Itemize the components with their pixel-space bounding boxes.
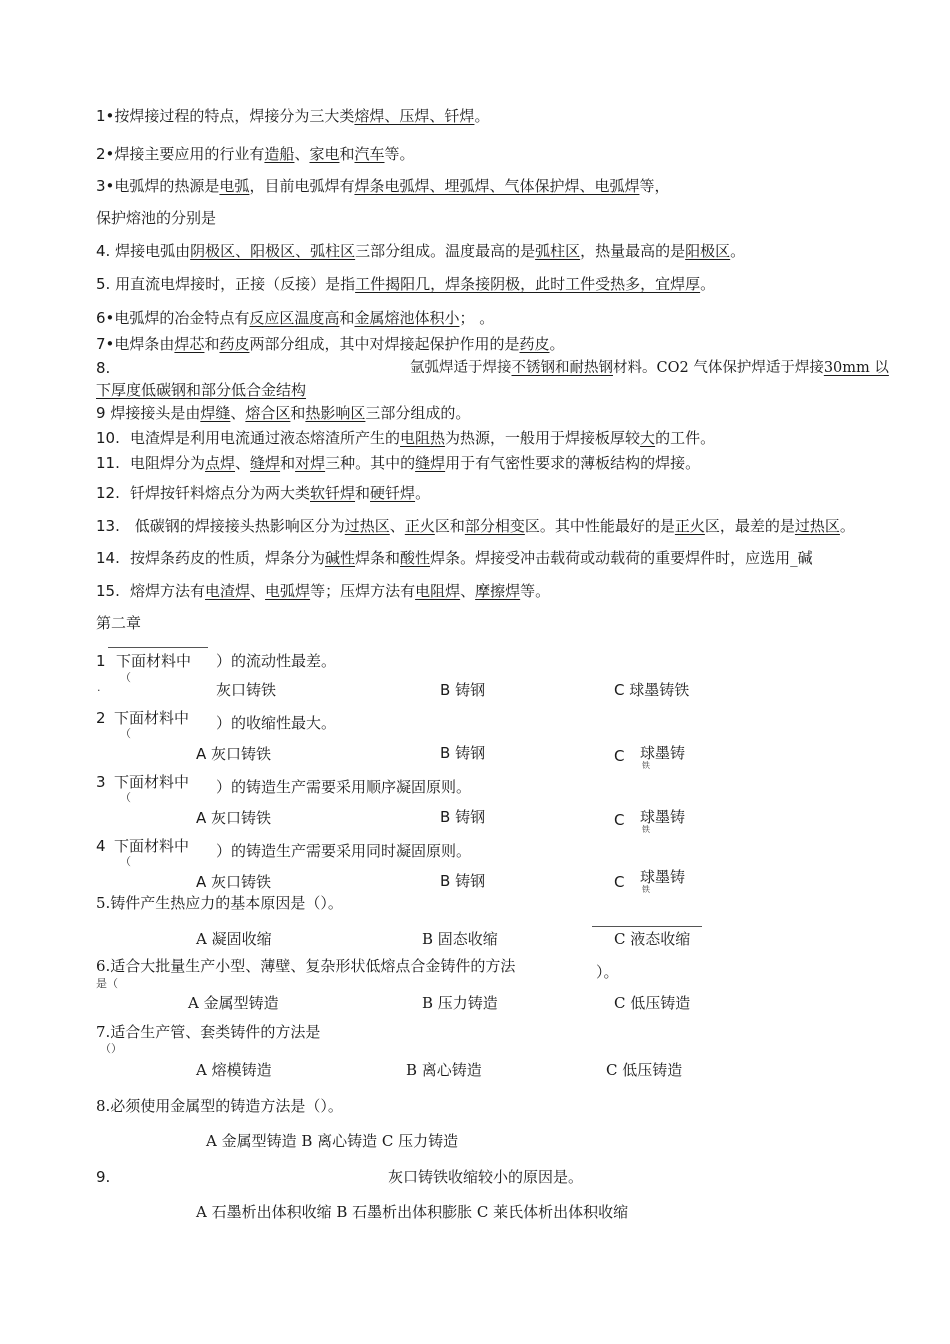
- option-c-text: 球墨铸: [640, 868, 686, 886]
- item-text: 和: [355, 484, 371, 502]
- answer-blank: 焊缝: [200, 404, 231, 422]
- answer-blank: 30mm 以: [823, 360, 889, 376]
- option-b-label: B: [440, 808, 451, 826]
- question-paren: （: [120, 791, 131, 804]
- item-10: [96, 428, 715, 448]
- answer-blank: 下厚度低碳钢和部分低合金结构: [96, 381, 307, 399]
- question-stem: ）的流动性最差。: [216, 652, 337, 670]
- item-text: 为热源，一般用于焊接板厚较: [445, 429, 641, 447]
- item-text: 三部分组成。温度最高的是: [355, 242, 536, 260]
- answer-blank: 金属熔池体积小: [354, 309, 460, 327]
- option-a: 灰口铸铁: [216, 681, 277, 699]
- item-text: 、: [294, 145, 310, 163]
- answer-blank: 熔焊、压焊、钎焊: [354, 107, 475, 125]
- item-text: 。: [730, 242, 746, 260]
- answer-blank: 过热区: [344, 517, 390, 535]
- item-11: [96, 453, 700, 473]
- question-prefix: 下面材料中: [114, 837, 190, 855]
- option-b-label: B: [440, 872, 451, 890]
- item-6: [96, 308, 494, 328]
- option-a: [196, 744, 271, 764]
- question-paren: （: [120, 855, 131, 868]
- item-text: 按焊条药皮的性质，焊条分为: [130, 549, 326, 567]
- item-3-continued: 保护熔池的分别是: [96, 209, 217, 227]
- option-b: B 压力铸造: [422, 994, 498, 1012]
- item-number: 11.: [96, 454, 120, 472]
- item-3: [96, 176, 669, 196]
- item-text: 焊条和: [355, 549, 401, 567]
- item-text: 电弧焊的热源是: [114, 177, 220, 195]
- item-text: 等，: [639, 177, 670, 195]
- item-text: 电焊条由: [114, 335, 175, 353]
- option-c-label: C: [614, 873, 625, 891]
- item-5: [96, 274, 715, 294]
- question-number: 1: [96, 652, 106, 670]
- item-number: 9: [96, 404, 106, 422]
- option-a-text: 灰口铸铁: [211, 873, 272, 891]
- option-b-label: B: [440, 681, 451, 699]
- option-b: [440, 743, 485, 763]
- answer-blank: 汽车: [354, 145, 385, 163]
- item-number: 3•: [96, 177, 115, 195]
- option-c: C 液态收缩: [614, 930, 691, 948]
- item-text: 、: [250, 582, 266, 600]
- item-text: 和: [339, 145, 355, 163]
- answer-blank: 电渣焊: [205, 582, 251, 600]
- item-number: 1•: [96, 107, 115, 125]
- item-12: [96, 483, 430, 503]
- chapter-title: 第二章: [96, 614, 142, 632]
- item-1: [96, 106, 489, 126]
- question-number-dot: .: [97, 681, 101, 694]
- answer-blank: 阳极区: [685, 242, 731, 260]
- item-8-number: 8.: [96, 359, 111, 377]
- item-text: 熔焊方法有: [130, 582, 206, 600]
- answer-blank: 碱性: [325, 549, 356, 567]
- answer-blank: 缝焊: [250, 454, 281, 472]
- item-14: [96, 548, 813, 568]
- option-b-text: 铸钢: [455, 681, 486, 699]
- option-a-label: A: [196, 809, 207, 827]
- item-text: 焊条。焊接受冲击载荷或动载荷的重要焊件时，应选用_碱: [430, 549, 813, 567]
- item-text: 和: [339, 309, 355, 327]
- item-text: 焊接主要应用的行业有: [114, 145, 265, 163]
- answer-blank: 热影响区: [305, 404, 366, 422]
- question-stem: 8.必须使用金属型的铸造方法是（）。: [96, 1097, 343, 1115]
- answer-blank: 大: [640, 429, 656, 447]
- item-text: 。: [474, 107, 490, 125]
- options-line: A 石墨析出体积收缩 B 石墨析出体积膨胀 C 莱氏体析出体积收缩: [196, 1203, 629, 1221]
- blank-line: [108, 647, 208, 648]
- item-text: 。: [700, 275, 716, 293]
- item-8-continued: [96, 380, 306, 400]
- item-text: 。: [415, 484, 431, 502]
- item-text: 三种。其中的: [325, 454, 416, 472]
- item-13: [96, 516, 855, 536]
- question-number: 2: [96, 709, 106, 727]
- item-text: 钎焊按钎料熔点分为两大类: [130, 484, 311, 502]
- option-a: A 金属型铸造: [188, 994, 279, 1012]
- answer-blank: 弧柱区: [535, 242, 581, 260]
- item-text: 等。: [520, 582, 551, 600]
- item-number: 4.: [96, 242, 111, 260]
- option-c-tail: 铁: [642, 761, 650, 770]
- item-text: 电弧焊的冶金特点有: [114, 309, 250, 327]
- answer-blank: 焊芯: [174, 335, 205, 353]
- item-text: 、: [460, 582, 476, 600]
- option-c-tail: 铁: [642, 885, 650, 894]
- answer-blank: 不锈钢和耐热钢: [511, 360, 613, 376]
- option-c: C 低压铸造: [614, 994, 691, 1012]
- option-c: [614, 680, 689, 700]
- item-text: 、: [235, 454, 251, 472]
- item-text: 区，最差的是: [704, 517, 795, 535]
- item-text: 焊接接头是由: [105, 404, 201, 422]
- question-number: 9.: [96, 1168, 111, 1186]
- item-text: 。: [839, 517, 855, 535]
- question-stem: ）的铸造生产需要采用同时凝固原则。: [216, 842, 472, 860]
- option-a-text: 灰口铸铁: [211, 809, 272, 827]
- answer-blank: 电阻焊: [415, 582, 461, 600]
- item-number: 5.: [96, 275, 111, 293]
- question-number: 3: [96, 773, 106, 791]
- item-7: [96, 334, 565, 354]
- option-c-text: 球墨铸: [640, 744, 686, 762]
- answer-blank: 缝焊: [415, 454, 446, 472]
- answer-blank: 硬钎焊: [370, 484, 416, 502]
- option-b: [440, 807, 485, 827]
- item-4: [96, 241, 745, 261]
- question-stem: 灰口铸铁收缩较小的原因是。: [388, 1168, 584, 1186]
- option-b-text: 铸钢: [455, 808, 486, 826]
- answer-blank: 药皮: [219, 335, 250, 353]
- option-b: B 离心铸造: [406, 1061, 482, 1079]
- item-text: 用直流电焊接时，正接（反接）是指: [110, 275, 356, 293]
- question-prefix: 下面材料中: [114, 709, 190, 727]
- option-c-tail: 铁: [642, 825, 650, 834]
- item-text: ； 。: [459, 309, 495, 327]
- item-text: ，热量最高的是: [580, 242, 686, 260]
- question-prefix: 下面材料中: [114, 773, 190, 791]
- option-b: B 固态收缩: [422, 930, 498, 948]
- option-c: C 低压铸造: [606, 1061, 683, 1079]
- answer-blank: 工件揭阳几，焊条接阴极，此时工件受热多，宜焊厚: [355, 275, 701, 293]
- answer-blank: 焊条电弧焊、埋弧焊、气体保护焊、电弧焊: [354, 177, 640, 195]
- answer-blank: 电阻热: [400, 429, 446, 447]
- item-text: 用于有气密性要求的薄板结构的焊接。: [445, 454, 701, 472]
- question-prefix: 下面材料中: [116, 652, 192, 670]
- answer-blank: 家电: [309, 145, 340, 163]
- item-text: 区和: [434, 517, 465, 535]
- item-text: 和: [290, 404, 306, 422]
- answer-blank: 过热区: [794, 517, 840, 535]
- item-text: 等；压焊方法有: [310, 582, 416, 600]
- option-b-text: 铸钢: [455, 744, 486, 762]
- option-a: [196, 872, 271, 892]
- blank-line: [592, 926, 702, 927]
- answer-blank: 正火: [404, 517, 435, 535]
- item-text: 两部分组成，其中对焊接起保护作用的是: [249, 335, 520, 353]
- item-text: 电阻焊分为: [130, 454, 206, 472]
- item-text: 电渣焊是利用电流通过液态熔渣所产生的: [130, 429, 401, 447]
- item-text: 按焊接过程的特点，焊接分为三大类: [114, 107, 355, 125]
- item-number: 7•: [96, 335, 115, 353]
- option-a: [196, 808, 271, 828]
- answer-blank: 对焊: [295, 454, 326, 472]
- options-line: A 金属型铸造 B 离心铸造 C 压力铸造: [206, 1132, 459, 1150]
- item-text: 。: [549, 335, 565, 353]
- answer-blank: 药皮: [519, 335, 550, 353]
- question-number: 4: [96, 837, 106, 855]
- item-number: 15.: [96, 582, 120, 600]
- item-15: [96, 581, 550, 601]
- item-text: ，目前电弧焊有: [249, 177, 355, 195]
- question-stem: 6.适合大批量生产小型、薄壁、复杂形状低熔点合金铸件的方法: [96, 957, 516, 975]
- item-number: 13.: [96, 517, 120, 535]
- question-stem-continued: 是（: [96, 977, 118, 990]
- item-number: 6•: [96, 309, 115, 327]
- option-a: A 熔模铸造: [196, 1061, 272, 1079]
- option-b: [440, 680, 485, 700]
- answer-blank: 酸性: [400, 549, 431, 567]
- item-text: 区。其中性能最好的是: [524, 517, 675, 535]
- question-paren: （: [120, 671, 131, 684]
- answer-blank: 电弧: [219, 177, 250, 195]
- item-number: 12.: [96, 484, 120, 502]
- question-paren: （: [120, 727, 131, 740]
- option-c-label: C: [614, 681, 625, 699]
- option-b-text: 铸钢: [455, 872, 486, 890]
- item-number: 14.: [96, 549, 120, 567]
- answer-blank: 反应区温度高: [249, 309, 340, 327]
- option-a-label: A: [196, 745, 207, 763]
- item-text: 、: [230, 404, 246, 422]
- option-c-label: C: [614, 747, 625, 765]
- item-text: 、: [389, 517, 405, 535]
- item-2: [96, 144, 415, 164]
- question-close: ）。: [596, 963, 619, 981]
- item-text: 低碳钢的焊接接头热影响区分为: [130, 517, 345, 535]
- answer-blank: 摩擦焊: [475, 582, 521, 600]
- question-stem: ）的收缩性最大。: [216, 714, 337, 732]
- item-text: 三部分组成的。: [365, 404, 471, 422]
- question-stem: ）的铸造生产需要采用顺序凝固原则。: [216, 778, 472, 796]
- item-text: 氩弧焊适于焊接: [410, 360, 512, 376]
- item-number: 2•: [96, 145, 115, 163]
- item-text: 材料。CO2 气体保护焊适于焊接: [613, 360, 824, 376]
- answer-blank: 正火: [674, 517, 705, 535]
- answer-blank: 阴极区、阳极区、弧柱区: [190, 242, 356, 260]
- option-c-text: 球墨铸铁: [629, 681, 690, 699]
- answer-blank: 部分相变: [464, 517, 525, 535]
- answer-blank: 造船: [264, 145, 295, 163]
- question-stem-continued: （）: [100, 1042, 122, 1055]
- item-9: [96, 403, 470, 423]
- answer-blank: 点焊: [205, 454, 236, 472]
- item-text: 焊接电弧由: [110, 242, 191, 260]
- item-text: 等。: [384, 145, 415, 163]
- answer-blank: 熔合区: [245, 404, 291, 422]
- item-number: 10.: [96, 429, 120, 447]
- option-b-label: B: [440, 744, 451, 762]
- option-c-text: 球墨铸: [640, 808, 686, 826]
- question-stem: 5.铸件产生热应力的基本原因是（）。: [96, 894, 343, 912]
- item-8: [410, 358, 889, 378]
- option-a-label: A: [196, 873, 207, 891]
- option-a-text: 灰口铸铁: [211, 745, 272, 763]
- option-b: [440, 871, 485, 891]
- item-text: 和: [204, 335, 220, 353]
- answer-blank: 电弧焊: [265, 582, 311, 600]
- option-c-label: C: [614, 811, 625, 829]
- option-a: A 凝固收缩: [196, 930, 272, 948]
- question-stem: 7.适合生产管、套类铸件的方法是: [96, 1023, 321, 1041]
- answer-blank: 软钎焊: [310, 484, 356, 502]
- item-text: 和: [280, 454, 296, 472]
- item-text: 的工件。: [655, 429, 716, 447]
